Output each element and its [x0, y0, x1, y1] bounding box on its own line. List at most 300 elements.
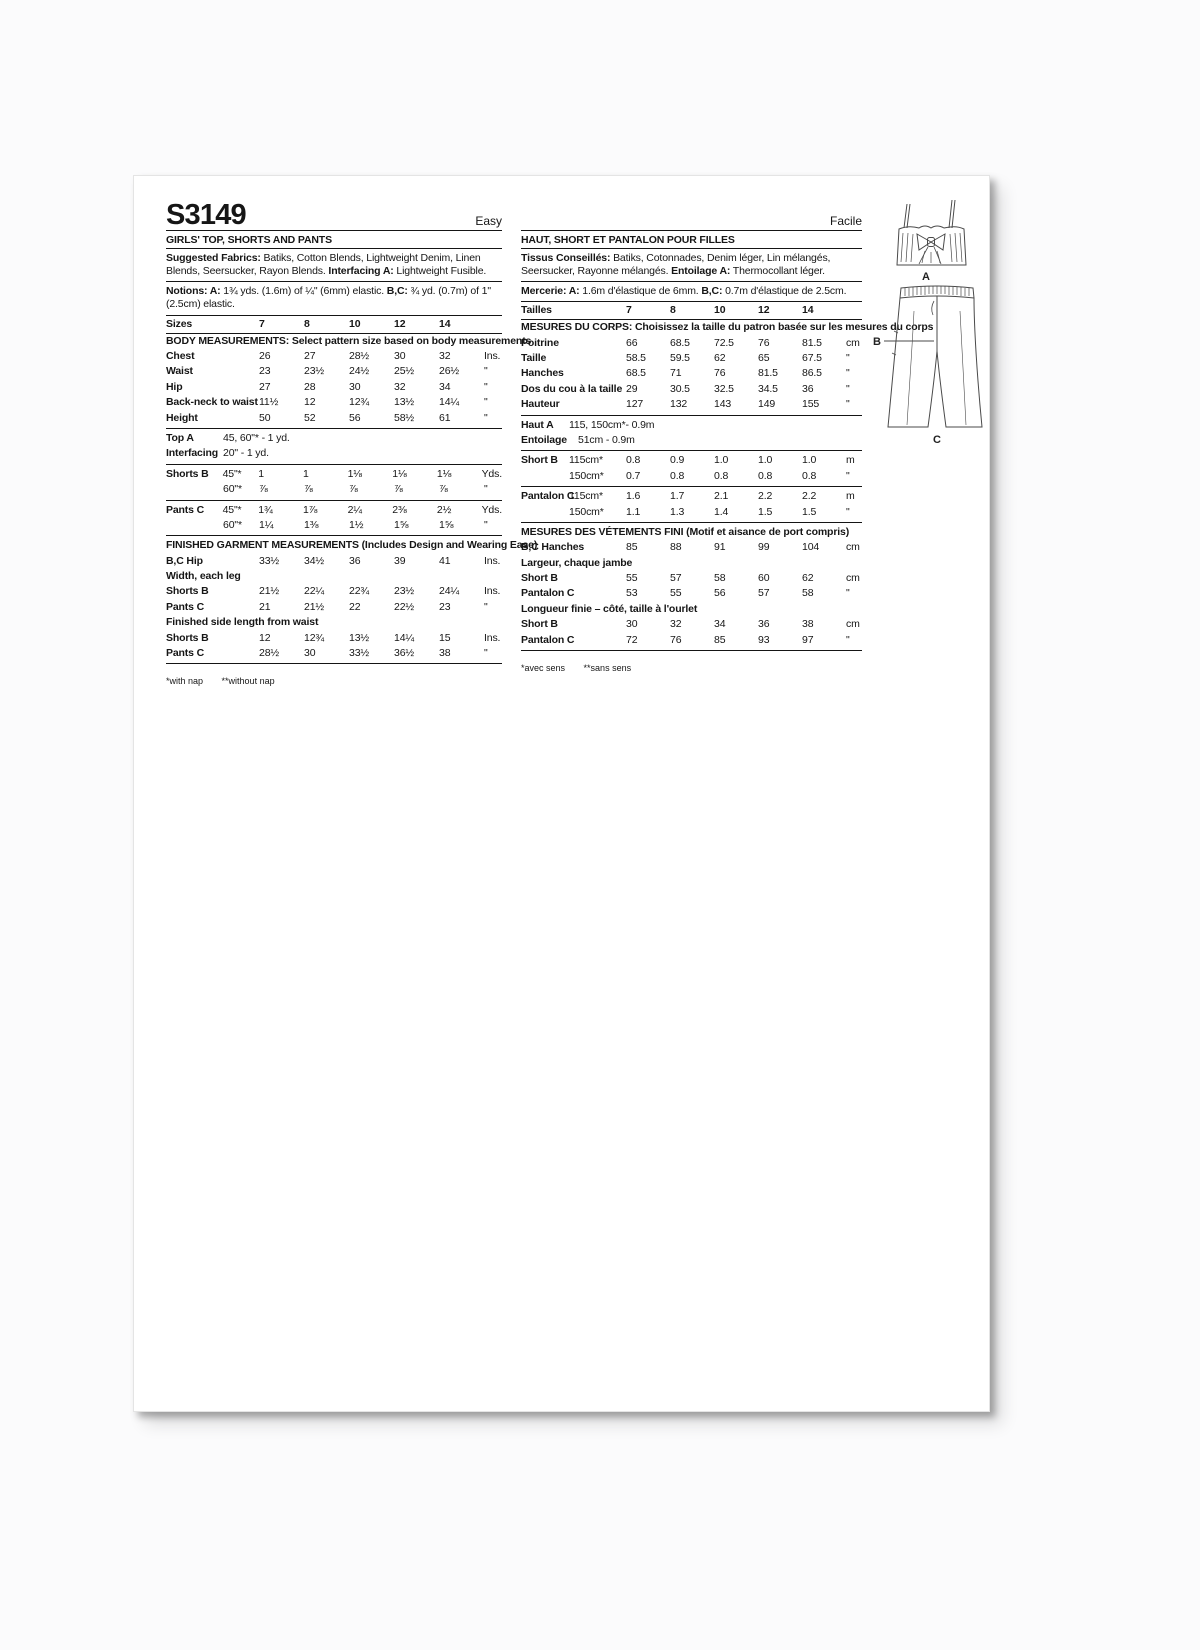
cell	[802, 556, 846, 571]
cell: 30	[304, 647, 316, 660]
cell: 0.9	[670, 454, 685, 467]
row-label: Top A	[166, 431, 194, 444]
table-row	[166, 584, 502, 599]
table-row	[166, 631, 502, 646]
cell: 76	[670, 633, 682, 646]
footnote-en	[166, 676, 502, 686]
cell: 1⅛	[392, 467, 407, 480]
cell: 50	[259, 411, 271, 424]
cell: 0.8	[758, 469, 773, 482]
interfacing-label: Entoilage A:	[671, 264, 731, 277]
body-measurements-header-fr: MESURES DU CORPS: Choisissez la taille du patron basée sur les mesures du corps	[521, 321, 934, 334]
cell: 12	[304, 396, 316, 409]
cell	[758, 556, 802, 571]
cell: 32	[439, 350, 451, 363]
fabric-width: 60"*	[223, 518, 242, 531]
fabric-width: 115cm*	[569, 454, 603, 467]
row-label: Waist	[166, 365, 193, 378]
table-row	[521, 602, 862, 617]
cell: 38	[439, 647, 451, 660]
cell: 21½	[304, 600, 324, 613]
cell: 2.1	[714, 490, 729, 503]
row-label: Short B	[521, 454, 558, 467]
interfacing-text: Lightweight Fusible.	[393, 264, 487, 277]
cell: 58	[802, 587, 814, 600]
cell: 14¼	[394, 631, 414, 644]
unit-cell	[484, 569, 502, 584]
table-row	[521, 397, 862, 412]
row-label	[521, 505, 569, 520]
finished-measurements-header-fr: MESURES DES VÉTEMENTS FINI (Motif et aisance de port compris)	[521, 525, 850, 538]
cell: 1.5	[758, 505, 773, 518]
table-row	[521, 453, 862, 468]
cell: 33½	[259, 554, 279, 567]
cell	[259, 615, 304, 630]
cell: 86.5	[802, 367, 822, 380]
cell	[714, 602, 758, 617]
unit-cell: m	[846, 454, 855, 467]
unit-cell: "	[846, 352, 850, 364]
difficulty-en: Easy	[475, 214, 502, 228]
cell: 1.7	[670, 490, 685, 503]
cell: 1⅛	[436, 467, 452, 480]
row-label: Hip	[166, 380, 183, 393]
cell: 104	[802, 541, 820, 554]
unit-cell: cm	[846, 541, 860, 554]
cell: 1.5	[802, 505, 817, 518]
yardage-note: 115, 150cm*- 0.9m	[569, 418, 655, 431]
unit-cell	[846, 602, 862, 617]
cell: 1.4	[714, 505, 729, 518]
sizes-row-fr	[521, 302, 862, 320]
cell: 66	[626, 336, 638, 349]
row-label: Short B	[521, 572, 558, 585]
notions-label-2: B,C:	[386, 284, 408, 297]
cell	[349, 615, 394, 630]
unit-cell: "	[846, 382, 850, 395]
cell: 36½	[394, 647, 414, 660]
cell: 1.6	[626, 490, 641, 503]
cell: 1.1	[626, 505, 641, 518]
cell: 22	[349, 600, 361, 613]
unit-cell: cm	[846, 336, 860, 349]
cell: 67.5	[802, 352, 822, 364]
cell: 0.8	[626, 454, 641, 467]
row-label: Interfacing	[166, 447, 219, 460]
cell: 41	[439, 554, 451, 567]
cell	[439, 615, 484, 630]
pants-illustration	[884, 286, 982, 427]
cell: 55	[670, 587, 682, 600]
cell: 39	[394, 554, 406, 567]
cell	[304, 569, 349, 584]
row-label: Hanches	[521, 367, 564, 380]
size-col: 12	[394, 317, 406, 330]
row-label	[166, 482, 223, 497]
divider	[521, 486, 862, 487]
cell: 30	[349, 380, 361, 393]
cell: 91	[714, 541, 726, 554]
divider	[521, 450, 862, 451]
size-col: 8	[304, 317, 310, 330]
unit-cell: "	[846, 367, 850, 380]
cell	[439, 569, 484, 584]
cell: 24¼	[439, 585, 459, 598]
row-label: Haut A	[521, 418, 554, 431]
cell: 93	[758, 633, 770, 646]
cell: 23½	[304, 365, 324, 378]
cell: 143	[714, 398, 732, 411]
cell: ⅞	[439, 483, 448, 496]
cell: 59.5	[670, 352, 690, 364]
row-label: Shorts B	[166, 631, 209, 644]
cell: 1¼	[259, 518, 274, 531]
cell: 1⅝	[439, 518, 454, 531]
table-row	[166, 518, 502, 533]
cell: 32.5	[714, 382, 734, 395]
sizes-label: Tailles	[521, 304, 552, 317]
cell: 21	[259, 600, 271, 613]
notions-text-2: ¾ yd. (0.7m) of 1" (2.5cm) elastic.	[166, 284, 491, 311]
cell: 27	[304, 350, 316, 363]
cell: 81.5	[802, 336, 822, 349]
cell: 76	[758, 336, 770, 349]
cell: 21½	[259, 585, 279, 598]
fabrics-text: Batiks, Cotonnades, Denim léger, Lin mélangés, Seersucker, Rayonne mélangés.	[521, 251, 831, 277]
cell: 127	[626, 398, 644, 411]
unit-cell: "	[846, 469, 850, 482]
yardage-note: 45, 60"* - 1 yd.	[223, 431, 290, 444]
row-label: Taille	[521, 352, 547, 364]
footnote-fr	[521, 663, 862, 673]
row-label: Entoilage	[521, 433, 567, 446]
cell: 68.5	[670, 336, 690, 349]
cell: 1.0	[802, 454, 817, 467]
pattern-envelope-back	[133, 175, 990, 1412]
notions-text-2: 0.7m d'élastique de 2.5cm.	[722, 284, 847, 297]
top-a-row-fr	[521, 418, 862, 433]
row-label: Pants C	[166, 600, 205, 613]
cell: 28½	[259, 647, 279, 660]
table-row	[521, 633, 862, 648]
table-row	[166, 554, 502, 569]
fabrics-label: Suggested Fabrics:	[166, 251, 261, 264]
table-row	[166, 615, 502, 630]
unit-cell	[484, 615, 502, 630]
cell: 30	[626, 618, 638, 631]
cell: 57	[670, 572, 682, 585]
notions-text: 1¾ yds. (1.6m) of ¼" (6mm) elastic.	[220, 284, 387, 297]
cell: 26	[259, 350, 271, 363]
cell: 149	[758, 398, 776, 411]
cell: 61	[439, 411, 451, 424]
cell: 12¾	[349, 396, 369, 409]
row-label: Back-neck to waist	[166, 396, 258, 409]
cell: 56	[349, 411, 361, 424]
cell: 34	[714, 618, 726, 631]
label-b: B	[873, 336, 881, 348]
title-fr: HAUT, SHORT ET PANTALON POUR FILLES	[521, 231, 862, 249]
unit-cell: "	[484, 600, 488, 613]
notions-en	[166, 282, 502, 315]
notions-label-2: B,C:	[701, 284, 723, 297]
cell: 155	[802, 398, 820, 411]
cell: 32	[394, 380, 406, 393]
cell: 13½	[394, 396, 414, 409]
cell	[394, 615, 439, 630]
label-a: A	[922, 271, 930, 283]
row-label: Height	[166, 411, 198, 424]
divider	[521, 650, 862, 651]
table-row	[166, 569, 502, 584]
cell	[394, 569, 439, 584]
cell: 1.3	[670, 505, 685, 518]
interfacing-row-fr	[521, 433, 862, 448]
cell: 23½	[394, 585, 414, 598]
fabric-width: 150cm*	[569, 469, 604, 482]
cell: 36	[802, 382, 814, 395]
cell	[304, 615, 349, 630]
unit-cell: "	[846, 587, 850, 600]
cell: 52	[304, 411, 316, 424]
fabric-width: 45"*	[222, 503, 242, 516]
unit-cell: cm	[846, 618, 860, 631]
cell	[758, 602, 802, 617]
table-row	[521, 366, 862, 381]
size-col: 7	[626, 304, 632, 317]
unit-cell: "	[484, 647, 488, 660]
cell: 14¼	[439, 396, 459, 409]
cell: 15	[439, 631, 451, 644]
cell: 2.2	[802, 490, 817, 503]
cell: 1.0	[714, 454, 729, 467]
cell: 81.5	[758, 367, 778, 380]
row-label: Shorts B	[166, 585, 209, 598]
cell	[626, 556, 670, 571]
notions-label: Mercerie: A:	[521, 284, 580, 297]
size-col: 14	[802, 304, 814, 317]
cell: 22½	[394, 600, 414, 613]
cell: ⅞	[349, 483, 358, 496]
cell: 34.5	[758, 382, 778, 395]
fabrics-en	[166, 249, 502, 282]
body-measurements-header-en: BODY MEASUREMENTS: Select pattern size based on body measurements	[166, 334, 532, 347]
cell: 58	[714, 572, 726, 585]
cell: 2¼	[347, 503, 362, 516]
cell	[802, 602, 846, 617]
size-col: 10	[349, 317, 361, 330]
cell: 25½	[394, 365, 414, 378]
interfacing-text: Thermocollant léger.	[730, 264, 825, 277]
cell: 72.5	[714, 336, 734, 349]
fabrics-text: Batiks, Cotton Blends, Lightweight Denim, Linen Blends, Seersucker, Rayon Blends.	[166, 251, 481, 277]
cell: 2½	[436, 503, 452, 516]
table-row	[166, 482, 502, 497]
interfacing-label: Interfacing A:	[328, 264, 394, 277]
notions-fr	[521, 282, 862, 302]
cell: ⅞	[394, 483, 403, 496]
cell: 1⅛	[347, 467, 362, 480]
divider	[166, 663, 502, 664]
cell: ⅞	[304, 483, 313, 496]
cell: 0.8	[714, 469, 729, 482]
size-col: 10	[714, 304, 726, 317]
row-label: Width, each leg	[166, 570, 241, 583]
cell: 2⅜	[392, 503, 407, 516]
footnote-with-nap: *with nap	[166, 676, 204, 687]
cell: 0.8	[802, 469, 817, 482]
table-row	[166, 349, 502, 364]
sizes-row-en	[166, 316, 502, 334]
cell: 30	[394, 350, 406, 363]
cell: 24½	[349, 365, 369, 378]
cell: 60	[758, 572, 770, 585]
unit-cell: "	[484, 411, 488, 424]
cell: 1½	[349, 518, 364, 531]
fabrics-fr	[521, 249, 862, 282]
unit-cell	[846, 556, 862, 571]
row-label: Hauteur	[521, 398, 560, 411]
table-row	[166, 646, 502, 661]
unit-cell: "	[484, 518, 488, 531]
cell	[670, 602, 714, 617]
header-en	[166, 198, 502, 231]
row-label	[521, 469, 569, 484]
cell: 72	[626, 633, 638, 646]
cell: 11½	[259, 396, 279, 409]
cell: 76	[714, 367, 726, 380]
row-label: Pantalon C	[521, 633, 575, 646]
cell: 1.0	[758, 454, 773, 467]
unit-cell: "	[846, 398, 850, 411]
table-row	[166, 600, 502, 615]
label-c: C	[933, 434, 941, 446]
sizes-label: Sizes	[166, 317, 193, 330]
cell: 38	[802, 618, 814, 631]
unit-cell: Ins.	[484, 585, 501, 598]
cell: 36	[758, 618, 770, 631]
cell: 62	[714, 352, 726, 364]
row-label: Pantalon C	[521, 490, 575, 503]
cell: 0.7	[626, 469, 641, 482]
divider	[166, 500, 502, 501]
cell: 68.5	[626, 367, 646, 380]
cell	[714, 556, 758, 571]
cell: 71	[670, 367, 682, 380]
cell: ⅞	[259, 483, 268, 496]
cell: 26½	[439, 365, 459, 378]
cell: 22¼	[304, 585, 324, 598]
unit-cell: Ins.	[484, 631, 501, 644]
table-row	[521, 351, 862, 366]
cell: 1	[302, 467, 309, 480]
unit-cell: "	[846, 505, 850, 518]
unit-cell: Yds.	[481, 467, 502, 480]
cell: 1⅜	[304, 518, 319, 531]
divider	[521, 415, 862, 416]
fabric-width: 115cm*	[569, 490, 603, 503]
unit-cell: Yds.	[481, 503, 502, 516]
fabrics-label: Tissus Conseillés:	[521, 251, 611, 264]
cell: 65	[758, 352, 770, 364]
cell: 2.2	[758, 490, 773, 503]
cell: 34	[439, 380, 451, 393]
cell: 12	[259, 631, 271, 644]
size-col: 8	[670, 304, 676, 317]
row-label: Shorts B	[166, 467, 209, 480]
unit-cell: Ins.	[484, 554, 501, 567]
row-label: Pants C	[166, 503, 205, 516]
cell: 97	[802, 633, 814, 646]
row-label: Dos du cou à la taille	[521, 382, 623, 395]
cell: 34½	[304, 554, 324, 567]
french-column	[521, 198, 934, 674]
footnote-without-nap: **without nap	[221, 676, 275, 687]
row-label: Largeur, chaque jambe	[521, 556, 633, 569]
cell	[259, 569, 304, 584]
cell: 13½	[349, 631, 369, 644]
header-fr	[521, 198, 862, 231]
cell	[626, 602, 670, 617]
cell: 36	[349, 554, 361, 567]
table-row	[521, 336, 862, 351]
cell: 29	[626, 382, 638, 395]
table-row	[166, 364, 502, 379]
size-col: 12	[758, 304, 770, 317]
table-row	[521, 469, 862, 484]
cell: 28½	[349, 350, 369, 363]
yardage-note: 51cm - 0.9m	[578, 433, 635, 446]
cell: 56	[714, 587, 726, 600]
cell: 57	[758, 587, 770, 600]
cell: 1⅞	[302, 503, 318, 516]
size-col: 14	[439, 317, 451, 330]
finished-measurements-header-en: FINISHED GARMENT MEASUREMENTS (Includes Design and Wearing Ease)	[166, 539, 538, 552]
cell	[349, 569, 394, 584]
cell: 58.5	[626, 352, 646, 364]
table-row	[521, 505, 862, 520]
cell: 1⅝	[394, 518, 409, 531]
unit-cell: "	[484, 380, 488, 393]
cell: 55	[626, 572, 638, 585]
row-label: Short B	[521, 618, 558, 631]
cell: 23	[439, 600, 451, 613]
divider	[166, 464, 502, 465]
notions-text: 1.6m d'élastique de 6mm.	[579, 284, 702, 297]
row-label: Pantalon C	[521, 587, 575, 600]
fabric-width: 60"*	[223, 483, 242, 496]
cell: 22¾	[349, 585, 369, 598]
fabric-width: 45"*	[222, 467, 242, 480]
pattern-number: S3149	[166, 199, 246, 231]
unit-cell: "	[484, 483, 488, 496]
row-label: Finished side length from waist	[166, 616, 319, 629]
table-row	[521, 586, 862, 601]
table-row	[521, 571, 862, 586]
table-row	[166, 395, 502, 410]
title-en: GIRLS' TOP, SHORTS AND PANTS	[166, 231, 502, 249]
table-row	[521, 540, 862, 555]
row-label: B,C Hip	[166, 554, 203, 567]
table-row	[521, 617, 862, 632]
garment-illustrations	[864, 191, 986, 476]
cell: 1	[258, 467, 264, 480]
cell: 1¾	[258, 503, 273, 516]
row-label: Pants C	[166, 647, 205, 660]
table-row	[521, 382, 862, 397]
cell: 58½	[394, 411, 414, 424]
cell: 85	[626, 541, 638, 554]
